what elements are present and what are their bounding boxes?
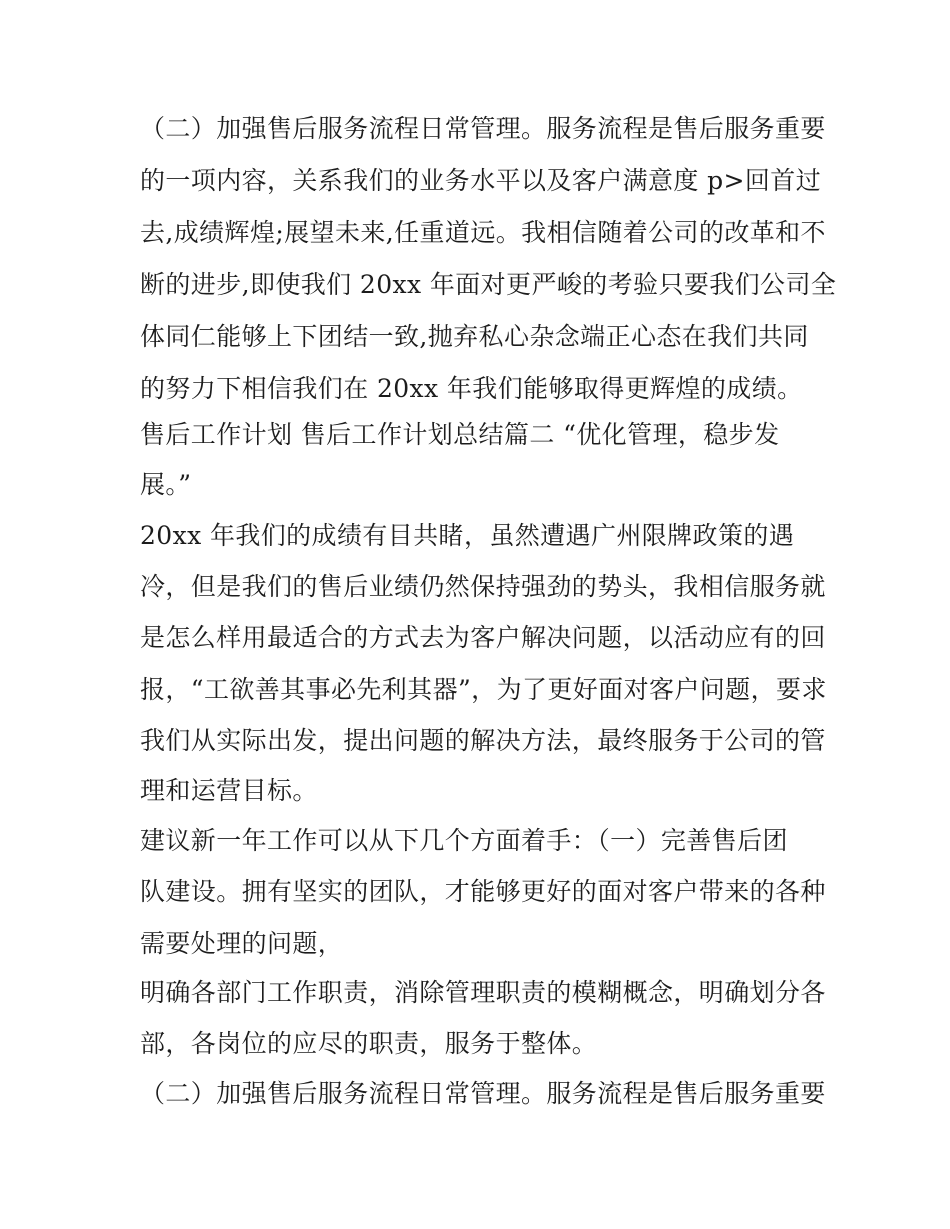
text-line-20: （二）加强售后服务流程日常管理。服务流程是售后服务重要 — [140, 1079, 826, 1108]
text-line-11: 是怎么样用最适合的方式去为客户解决问题，以活动应有的回 — [140, 623, 826, 652]
text-line-12: 报，“工欲善其事必先利其器”，为了更好面对客户问题，要求 — [140, 675, 827, 704]
text-line-17: 需要处理的问题， — [140, 929, 344, 958]
text-line-7: 售后工作计划 售后工作计划总结篇二 “优化管理，稳步发 — [140, 420, 780, 449]
text-line-19: 部，各岗位的应尽的职责，服务于整体。 — [140, 1029, 598, 1058]
text-line-18: 明确各部门工作职责，消除管理职责的模糊概念，明确划分各 — [140, 978, 826, 1007]
text-line-15: 建议新一年工作可以从下几个方面着手：（一）完善售后团 — [140, 826, 788, 855]
text-line-13: 我们从实际出发，提出问题的解决方法，最终服务于公司的管 — [140, 726, 826, 755]
text-line-16: 队建设。拥有坚实的团队，才能够更好的面对客户带来的各种 — [140, 877, 826, 906]
text-line-8: 展。” — [140, 470, 192, 499]
text-line-9: 20xx 年我们的成绩有目共睹，虽然遭遇广州限牌政策的遇 — [140, 521, 795, 550]
text-line-4: 断的进步,即使我们 20xx 年面对更严峻的考验只要我们公司全 — [140, 270, 837, 299]
text-line-10: 冷，但是我们的售后业绩仍然保持强劲的势头，我相信服务就 — [140, 572, 826, 601]
text-line-5: 体同仁能够上下团结一致,抛弃私心杂念端正心态在我们共同 — [140, 322, 809, 351]
text-line-1: （二）加强售后服务流程日常管理。服务流程是售后服务重要 — [140, 114, 826, 143]
text-line-6: 的努力下相信我们在 20xx 年我们能够取得更辉煌的成绩。 — [140, 374, 803, 403]
text-line-3: 去,成绩辉煌;展望未来,任重道远。我相信随着公司的改革和不 — [140, 218, 826, 247]
text-line-2: 的一项内容，关系我们的业务水平以及客户满意度 p>回首过 — [140, 166, 822, 195]
text-line-14: 理和运营目标。 — [140, 776, 318, 805]
